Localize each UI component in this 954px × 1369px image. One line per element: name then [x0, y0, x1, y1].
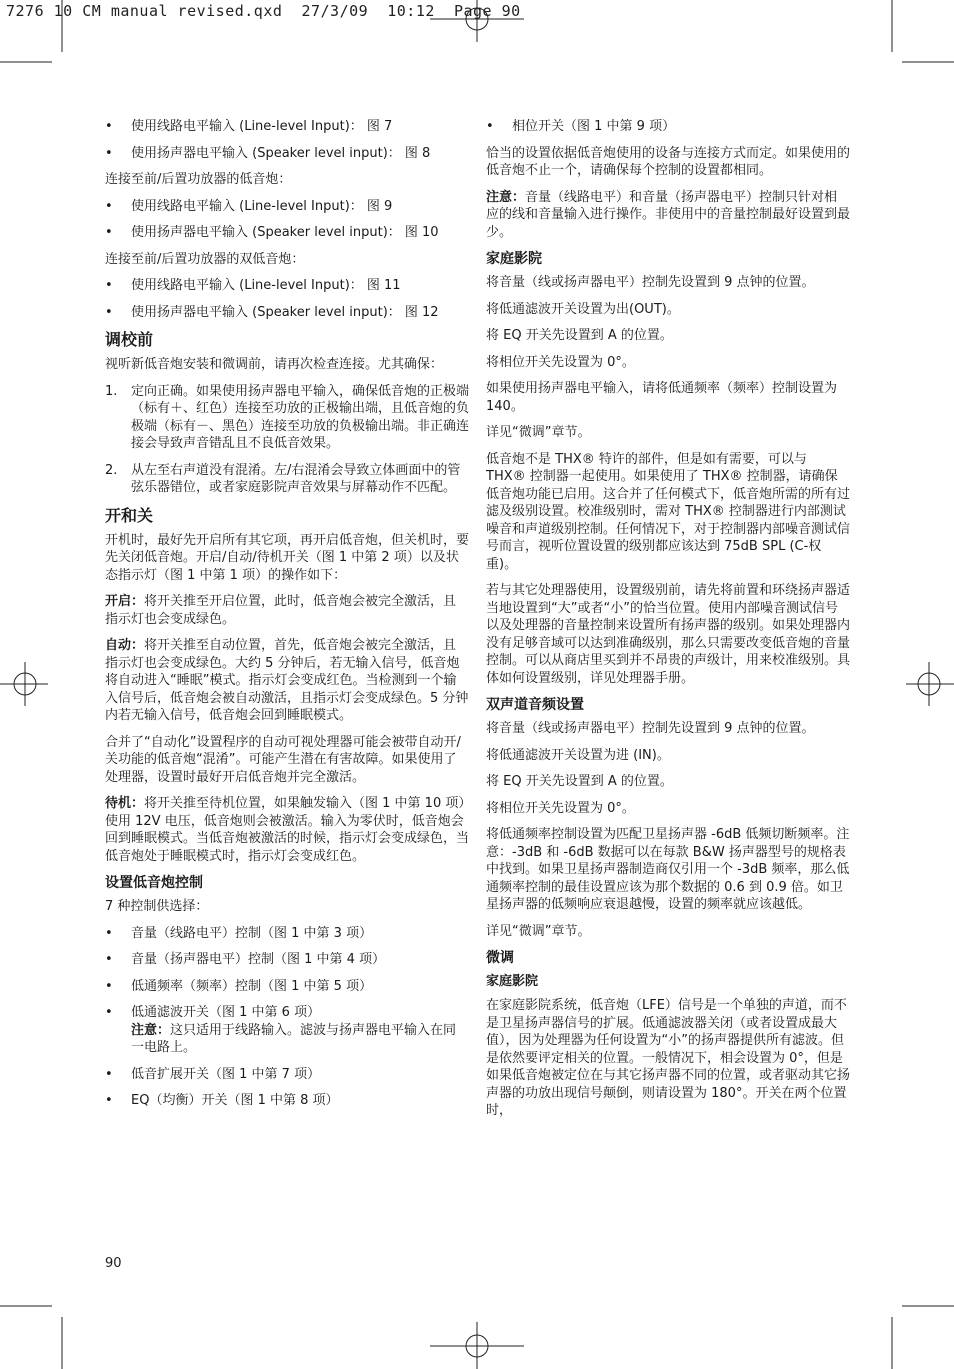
- list-item: [105, 383, 469, 453]
- list-item: • 相位开关（图 1 中第 9 项）: [486, 118, 850, 136]
- paragraph: 连接至前/后置功放器的双低音炮：: [105, 251, 305, 267]
- list-item: • 使用线路电平输入 (Line-level Input)： 图 9: [105, 198, 469, 216]
- label-auto: 自动：: [105, 638, 145, 653]
- input-list-1: [105, 118, 469, 162]
- paragraph: 如果使用扬声器电平输入，请将低通频率（频率）控制设置为 140。: [486, 381, 838, 414]
- paragraph: 恰当的设置依据低音炮使用的设备与连接方式而定。如果使用的低音炮不止一个，请确保每个控制的设置都相同。: [486, 145, 851, 178]
- paragraph: 详见“微调”章节。: [486, 923, 591, 939]
- print-slug: 7276 10 CM manual revised.qxd 27/3/09 10:12 Page 90: [6, 2, 521, 20]
- input-list-3: [105, 277, 469, 321]
- paragraph: 视听新低音炮安装和微调前，请再次检查连接。尤其确保：: [105, 357, 444, 372]
- input-list-2: [105, 198, 469, 242]
- paragraph-auto: [105, 637, 469, 725]
- paragraph: 将音量（线或扬声器电平）控制先设置到 9 点钟的位置。: [486, 275, 815, 290]
- paragraph: 将音量（线或扬声器电平）控制先设置到 9 点钟的位置。: [486, 721, 815, 736]
- list-item: • 低音扩展开关（图 1 中第 7 项）: [105, 1066, 469, 1084]
- list-number: 2.: [105, 462, 118, 478]
- heading-calibration: 调校前: [105, 330, 154, 349]
- list-item: • 使用扬声器电平输入 (Speaker level input)： 图 8: [105, 145, 469, 163]
- list-text: 从左至右声道没有混淆。左/右混淆会导致立体画面中的管弦乐器错位，或者家庭影院声音效果与屏幕动作不匹配。: [131, 462, 461, 495]
- controls-list-cont: [486, 118, 850, 136]
- heading-controls: 设置低音炮控制: [105, 875, 203, 891]
- list-note: [131, 1022, 469, 1057]
- check-list: [105, 383, 469, 497]
- heading-fine-tuning: 微调: [486, 950, 514, 966]
- paragraph: 7 种控制供选择：: [105, 899, 209, 914]
- list-text: 定向正确。如果使用扬声器电平输入，确保低音炮的正极端（标有＋、红色）连接至功放的正极输出端，且低音炮的负极端（标有－、黑色）连接至功放的负极输出端。非正确连接会导致声音错乱且不良低音效果。: [131, 383, 470, 451]
- list-item: • 使用线路电平输入 (Line-level Input)： 图 11: [105, 277, 469, 295]
- right-column: [486, 118, 850, 1129]
- list-item: • 音量（线路电平）控制（图 1 中第 3 项）: [105, 925, 469, 943]
- paragraph: 将相位开关先设置为 0°。: [486, 354, 635, 370]
- paragraph: 开机时，最好先开启所有其它项，再开启低音炮，但关机时，要先关闭低音炮。开启/自动/待机开关（图 1 中第 2 项）以及状态指示灯（图 1 中第 1 项）的操作如下：: [105, 532, 470, 583]
- paragraph: 详见“微调”章节。: [486, 425, 591, 440]
- subheading-home-theater: 家庭影院: [486, 974, 539, 989]
- heading-stereo: 双声道音频设置: [486, 697, 584, 713]
- left-column: [105, 118, 469, 1119]
- text-auto: 将开关推至自动位置，首先，低音炮会被完全激活，且指示灯也会变成绿色。大约 5 分钟后，若无输入信号，低音炮将自动进入“睡眠”模式。指示灯会变成红色。当检测到一个输入信号后，低音炮会被自动激活，且指示灯会变成绿色。5 分钟内若无输入信号，低音炮会回到睡眠模式。: [105, 638, 469, 723]
- label-on: 开启：: [105, 594, 145, 609]
- controls-list: [105, 925, 469, 1110]
- paragraph: 在家庭影院系统，低音炮（LFE）信号是一个单独的声道，而不是卫星扬声器信号的扩展。低通滤波器关闭（或者设置成最大值），因为处理器为任何设置为“小”的扬声器提供所有滤波。但是依然要评定相关的位置。一般情况下，相会设置为 0°，但是如果低音炮被定位在与其它扬声器不同的位置，或者驱动其它扬声器的功放出现信号颠倒，则请设置为 180°。开关在两个位置时，: [486, 998, 851, 1118]
- text-on: 将开关推至开启位置，此时，低音炮会被完全激活，且指示灯也会变成绿色。: [105, 594, 457, 627]
- note-text: 音量（线路电平）和音量（扬声器电平）控制只针对相应的线和音量输入进行操作。非使用中的音量控制最好设置到最少。: [486, 189, 851, 240]
- paragraph: 将低通频率控制设置为匹配卫星扬声器 -6dB 低频切断频率。注意：-3dB 和 -6dB 数据可以在每款 B&W 扬声器型号的规格表中找到。如果卫星扬声器制造商仅引用一个 -3dB 频率，那么低通频率控制的最佳设置应该为那个数据的 0.6 到 0.9 倍。如卫星扬声器的低频响应衰退越慢，设置的频率就应该越低。: [486, 827, 850, 912]
- paragraph: 合并了“自动化”设置程序的自动可视处理器可能会被带自动开/关功能的低音炮“混淆”。可能产生潜在有害故障。如果使用了处理器，设置时最好开启低音炮并完全激活。: [105, 734, 461, 785]
- list-item: • 低通频率（频率）控制（图 1 中第 5 项）: [105, 978, 469, 996]
- label-standby: 待机：: [105, 796, 145, 811]
- paragraph-standby: [105, 795, 469, 865]
- list-item: [105, 1004, 469, 1057]
- note-text: 这只适用于线路输入。滤波与扬声器电平输入在同一电路上。: [131, 1022, 457, 1055]
- paragraph: 将低通滤波开关设置为进 (IN)。: [486, 747, 670, 763]
- paragraph-on: [105, 593, 469, 628]
- list-item: • 使用扬声器电平输入 (Speaker level input)： 图 10: [105, 224, 469, 242]
- heading-home-theater: 家庭影院: [486, 251, 542, 267]
- paragraph: 将相位开关先设置为 0°。: [486, 800, 635, 816]
- paragraph: 连接至前/后置功放器的低音炮：: [105, 172, 292, 187]
- list-item: • 音量（扬声器电平）控制（图 1 中第 4 项）: [105, 951, 469, 969]
- heading-on-off: 开和关: [105, 505, 154, 525]
- paragraph-note: [486, 189, 850, 242]
- page-number: 90: [105, 1256, 122, 1271]
- paragraph: 将 EQ 开关先设置到 A 的位置。: [486, 774, 673, 789]
- note-label: 注意：: [486, 189, 526, 205]
- paragraph: 将低通滤波开关设置为出(OUT)。: [486, 301, 680, 317]
- list-number: 1.: [105, 383, 118, 399]
- paragraph: 若与其它处理器使用，设置级别前，请先将前置和环绕扬声器适当地设置到“大”或者“小”的恰当位置。使用内部噪音测试信号以及处理器的音量控制来设置所有扬声器的级别。如果处理器内没有足够音域可以达到准确级别，那么只需要改变低音炮的音量控制。可以从商店里买到并不昂贵的声级计，用来校准级别。具体如何设置级别，详见处理器手册。: [486, 583, 851, 686]
- paragraph: 将 EQ 开关先设置到 A 的位置。: [486, 328, 673, 343]
- list-item: • 使用扬声器电平输入 (Speaker level input)： 图 12: [105, 304, 469, 322]
- list-item: • 使用线路电平输入 (Line-level Input)： 图 7: [105, 118, 469, 136]
- text-standby: 将开关推至待机位置，如果触发输入（图 1 中第 10 项）使用 12V 电压，低音炮则会被激活。输入为零伏时，低音炮会回到睡眠模式。当低音炮被激活的时候，指示灯会变成绿色，当低音炮处于睡眠模式时，指示灯会变成红色。: [105, 796, 470, 864]
- paragraph: 低音炮不是 THX® 特许的部件，但是如有需要，可以与 THX® 控制器一起使用。如果使用了 THX® 控制器，请确保低音炮功能已启用。这合并了任何模式下，低音炮所需的所有过滤及级别设置。校准级别时，需对 THX® 控制器进行内部测试噪音和声道级别控制。任何情况下，对于控制器内部噪音测试信号而言，视听位置设置的级别都应该达到 75dB SPL (C-权重)。: [486, 451, 851, 572]
- list-item: [105, 462, 469, 497]
- list-text: • 低通滤波开关（图 1 中第 6 项）: [131, 1005, 321, 1020]
- list-item: • EQ（均衡）开关（图 1 中第 8 项）: [105, 1092, 469, 1110]
- note-label: 注意：: [131, 1022, 171, 1038]
